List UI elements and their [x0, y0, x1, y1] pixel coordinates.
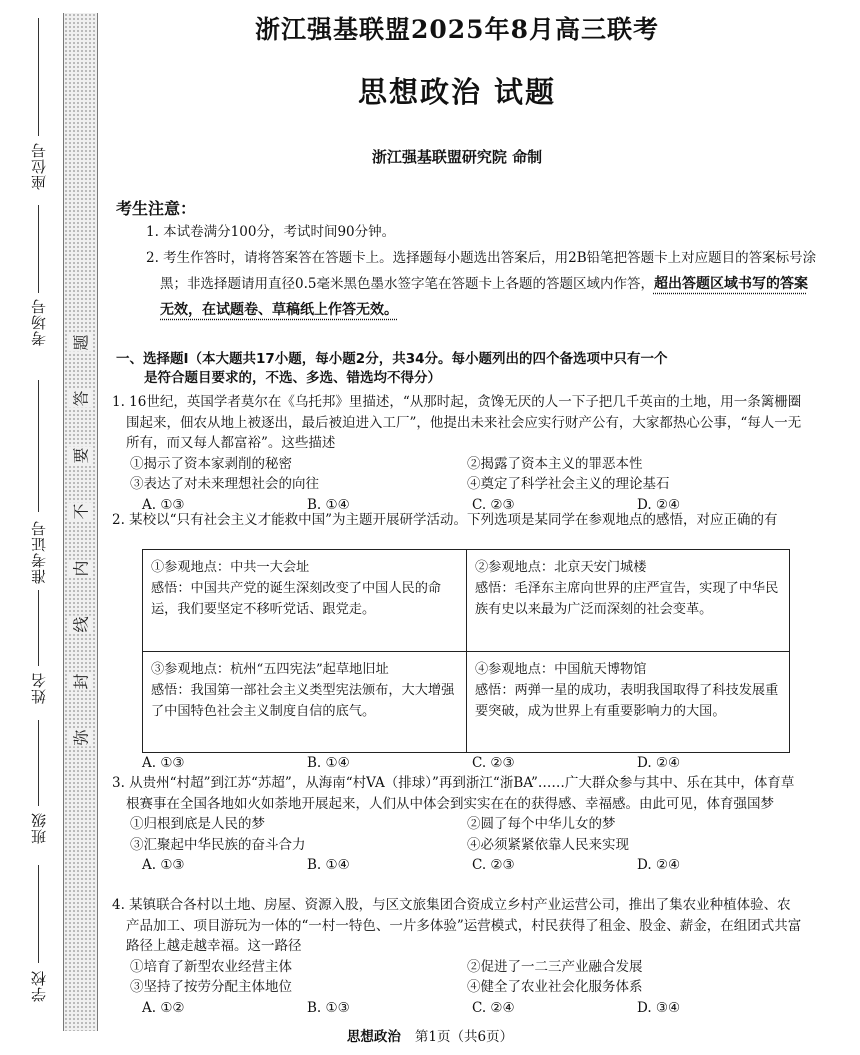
visit-place: ④参观地点：中国航天博物馆 — [475, 662, 647, 677]
section-heading-cont: 是符合题目要求的，不选、多选、错选均不得分） — [144, 370, 441, 386]
section-heading-text: 一、选择题Ⅰ（本大题共17小题，每小题2分，共34分。每小题列出的四个备选项中只有一个 — [116, 351, 668, 367]
seal-char: 弥 — [67, 728, 92, 746]
notice-item-1: 1. 本试卷满分100分，考试时间90分钟。 — [146, 224, 396, 240]
visit-card — [143, 651, 466, 752]
question-3 — [112, 773, 802, 876]
seat-number-label: 座位号 — [30, 142, 48, 190]
binding-margin — [0, 0, 62, 1055]
visit-card-table — [142, 549, 790, 753]
seal-warning — [68, 330, 92, 750]
visit-card — [466, 550, 789, 651]
answer-choice-c: C. ②③ — [472, 857, 515, 873]
seal-char: 不 — [67, 503, 92, 521]
seal-char: 封 — [67, 672, 92, 690]
answer-choice-b: B. ①③ — [307, 999, 350, 1016]
visit-reflection: 感悟：我国第一部社会主义类型宪法颁布，大大增强了中国特色社会主义制度自信的底气。 — [151, 683, 455, 719]
option-statement: ①培育了新型农业经营主体 — [130, 958, 292, 975]
answer-choice-b: B. ①④ — [307, 496, 350, 513]
option-statement: ④必须紧紧依靠人民来实现 — [467, 836, 629, 853]
option-statement: ④奠定了科学社会主义的理论基石 — [467, 476, 670, 492]
question-stem: 4. 某镇联合各村以土地、房屋、资源入股，与区文旅集团合资成立乡村产业运营公司，推出了集农业种植体验、农产品加工、项目游玩为一体的“一村一特色、一片多体验”运营模式，村民获得了租金、股金、薪金，在组团式共富路径上越走越幸福。这一路径 — [112, 897, 802, 954]
question-4 — [112, 895, 802, 1018]
admission-number-label: 准考证号 — [30, 520, 48, 584]
visit-reflection: 感悟：毛泽东主席向世界的庄严宣告，实现了中华民族有史以来最为广泛而深刻的社会变革。 — [475, 581, 779, 617]
option-statement: ③坚持了按劳分配主体地位 — [130, 979, 292, 995]
visit-place: ③参观地点：杭州“五四宪法”起草地旧址 — [151, 662, 389, 677]
seal-char: 线 — [67, 616, 92, 634]
seal-char: 答 — [67, 390, 92, 408]
visit-reflection: 感悟：中国共产党的诞生深刻改变了中国人民的命运，我们要坚定不移听党话、跟党走。 — [151, 581, 442, 617]
author-line: 浙江强基联盟研究院 命制 — [371, 148, 543, 166]
answer-choice-d: D. ③④ — [637, 999, 681, 1016]
answer-choice-a: A. ①② — [142, 999, 185, 1016]
class-label: 班级 — [30, 812, 48, 844]
option-statement: ③表达了对未来理想社会的向往 — [130, 476, 319, 492]
footer-subject: 思想政治 — [346, 1029, 401, 1045]
page-number: 第1页（共6页） — [414, 1029, 514, 1045]
option-statement: ①归根到底是人民的梦 — [130, 816, 265, 832]
class-line — [38, 720, 39, 806]
answer-choice-d: D. ②④ — [637, 755, 681, 771]
question-1 — [112, 392, 802, 515]
option-statement: ②圆了每个中华儿女的梦 — [467, 816, 616, 832]
visit-place: ①参观地点：中共一大会址 — [151, 560, 310, 575]
answer-choice-c: C. ②④ — [472, 999, 515, 1016]
exam-room-line — [38, 205, 39, 293]
option-statement: ②促进了一二三产业融合发展 — [467, 958, 643, 975]
section-heading — [116, 350, 806, 388]
seal-char: 内 — [67, 559, 92, 577]
answer-choice-a: A. ①③ — [142, 496, 185, 513]
seal-char: 题 — [67, 333, 92, 351]
notice-item-2-emphasis: 超出答题区域书写的答案无效，在试题卷、草稿纸上作答无效。 — [160, 276, 808, 318]
school-label: 学校 — [30, 970, 48, 1002]
seal-char: 要 — [67, 446, 92, 464]
option-statement: ①揭示了资本家剥削的秘密 — [130, 455, 292, 472]
option-statement: ④健全了农业社会化服务体系 — [467, 979, 643, 995]
answer-choice-a: A. ①③ — [142, 857, 185, 873]
notice-item-2 — [146, 245, 820, 323]
seat-number-line — [38, 18, 39, 136]
visit-card — [466, 651, 789, 752]
notice-item-2-text: 2. 考生作答时，请将答案答在答题卡上。选择题每小题选出答案后，用2B铅笔把答题卡上对应题目的答案标号涂黑；非选择题请用直径0.5毫米黑色墨水签字笔在答题卡上各题的答题区域内作答， — [146, 250, 817, 292]
question-stem: 3. 从贵州“村超”到江苏“苏超”，从海南“村VA（排球）”再到浙江“浙BA”……广大群众参与其中、乐在其中，体育草根赛事在全国各地如火如荼地开展起来，人们从中体会到实实在在的获得感、幸福感。由此可见，体育强国梦 — [112, 775, 795, 812]
page-footer — [0, 1025, 860, 1045]
question-stem: 1. 16世纪，英国学者莫尔在《乌托邦》里描述，“从那时起，贪馋无厌的人一下子把几千英亩的土地，用一条篱栅圈围起来，佃农从地上被逐出，最后被迫进入工厂”，他提出未来社会应实行财产公有，大家都热心公事，“每人一无所有，而又每人都富裕”。这些描述 — [112, 394, 802, 451]
answer-choice-b: B. ①④ — [307, 755, 350, 771]
answer-choice-b: B. ①④ — [307, 857, 350, 873]
subject-title: 思想政治 试题 — [357, 75, 557, 109]
question-stem: 2. 某校以“只有社会主义才能救中国”为主题开展研学活动。下列选项是某同学在参观地点的感悟，对应正确的有 — [112, 512, 778, 528]
exam-title: 浙江强基联盟2025年8月高三联考 — [255, 15, 659, 44]
answer-choice-d: D. ②④ — [637, 496, 681, 513]
question-2-answers — [112, 753, 802, 774]
visit-card — [143, 550, 466, 651]
visit-reflection: 感悟：两弹一星的成功，表明我国取得了科技发展重要突破，成为世界上有重要影响力的大国。 — [475, 683, 779, 719]
admission-number-line — [38, 380, 39, 512]
answer-choice-a: A. ①③ — [142, 755, 185, 771]
name-label: 姓名 — [30, 672, 48, 704]
visit-place: ②参观地点：北京天安门城楼 — [475, 560, 647, 575]
notice-heading: 考生注意： — [116, 199, 197, 218]
question-2 — [112, 510, 802, 531]
answer-choice-d: D. ②④ — [637, 857, 681, 873]
answer-choice-c: C. ②③ — [472, 755, 515, 771]
name-line — [38, 590, 39, 666]
exam-room-label: 考场号 — [30, 298, 48, 346]
answer-choice-c: C. ②③ — [472, 496, 515, 513]
school-line — [38, 865, 39, 963]
option-statement: ③汇聚起中华民族的奋斗合力 — [130, 836, 306, 853]
option-statement: ②揭露了资本主义的罪恶本性 — [467, 455, 643, 472]
